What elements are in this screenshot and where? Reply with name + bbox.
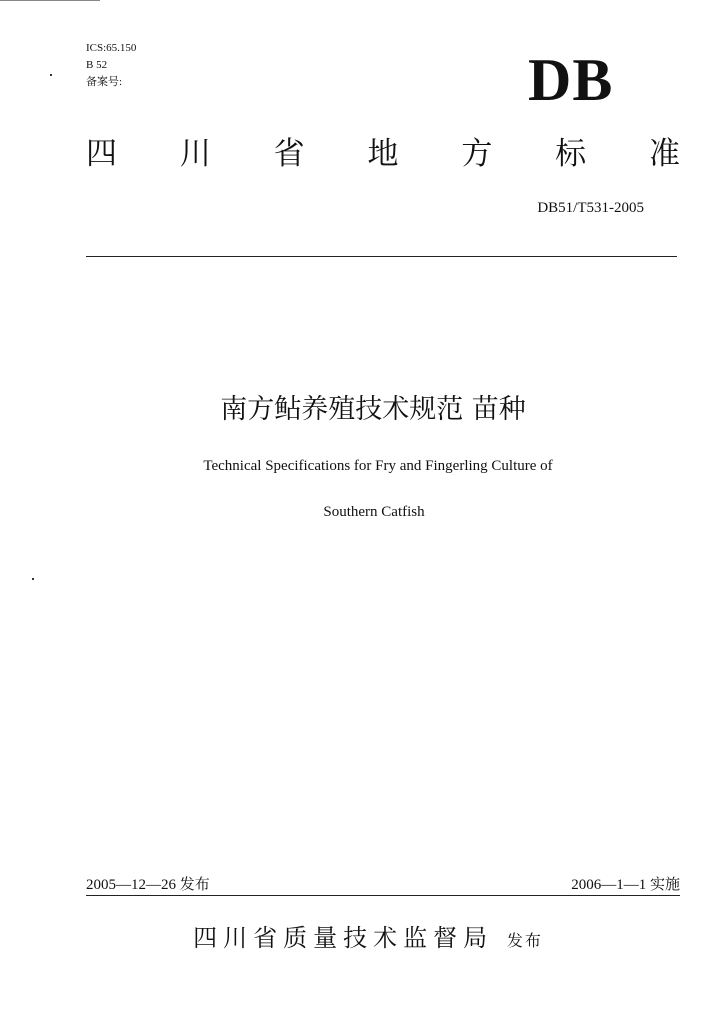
scan-speck	[50, 74, 52, 76]
english-title-line-2: Southern Catfish	[323, 504, 425, 520]
footer-divider	[86, 895, 680, 896]
ics-code: ICS:65.150	[86, 42, 137, 54]
standard-type-char: 标	[555, 136, 587, 172]
standard-type-char: 四	[86, 136, 117, 172]
issuer-name: 四川省质量技术监督局	[193, 924, 494, 952]
db-logo: DB	[528, 47, 614, 113]
scan-speck	[32, 578, 34, 580]
standard-type-char: 方	[461, 136, 493, 172]
issue-date: 2005—12—26 发布	[86, 877, 210, 893]
implement-date: 2006—1—1 实施	[571, 877, 680, 893]
chinese-title: 南方鲇养殖技术规范 苗种	[220, 394, 526, 425]
standard-type-char: 省	[273, 136, 305, 172]
standard-code: DB51/T531-2005	[537, 200, 644, 216]
ccs-code: B 52	[86, 59, 108, 71]
issuer-suffix: 发布	[506, 931, 543, 950]
record-number: 备案号:	[86, 76, 123, 88]
header-divider	[86, 256, 677, 257]
scan-edge-line	[0, 0, 100, 1]
standard-type-char: 川	[179, 136, 211, 172]
classification-block	[86, 40, 136, 91]
standard-type-char: 地	[367, 136, 399, 172]
standard-type-char: 准	[648, 136, 680, 172]
english-title-line-1: Technical Specifications for Fry and Fingerling Culture of	[203, 458, 553, 474]
issuer-line	[0, 918, 726, 953]
standard-type-title	[86, 134, 680, 174]
dates-row	[86, 873, 680, 894]
